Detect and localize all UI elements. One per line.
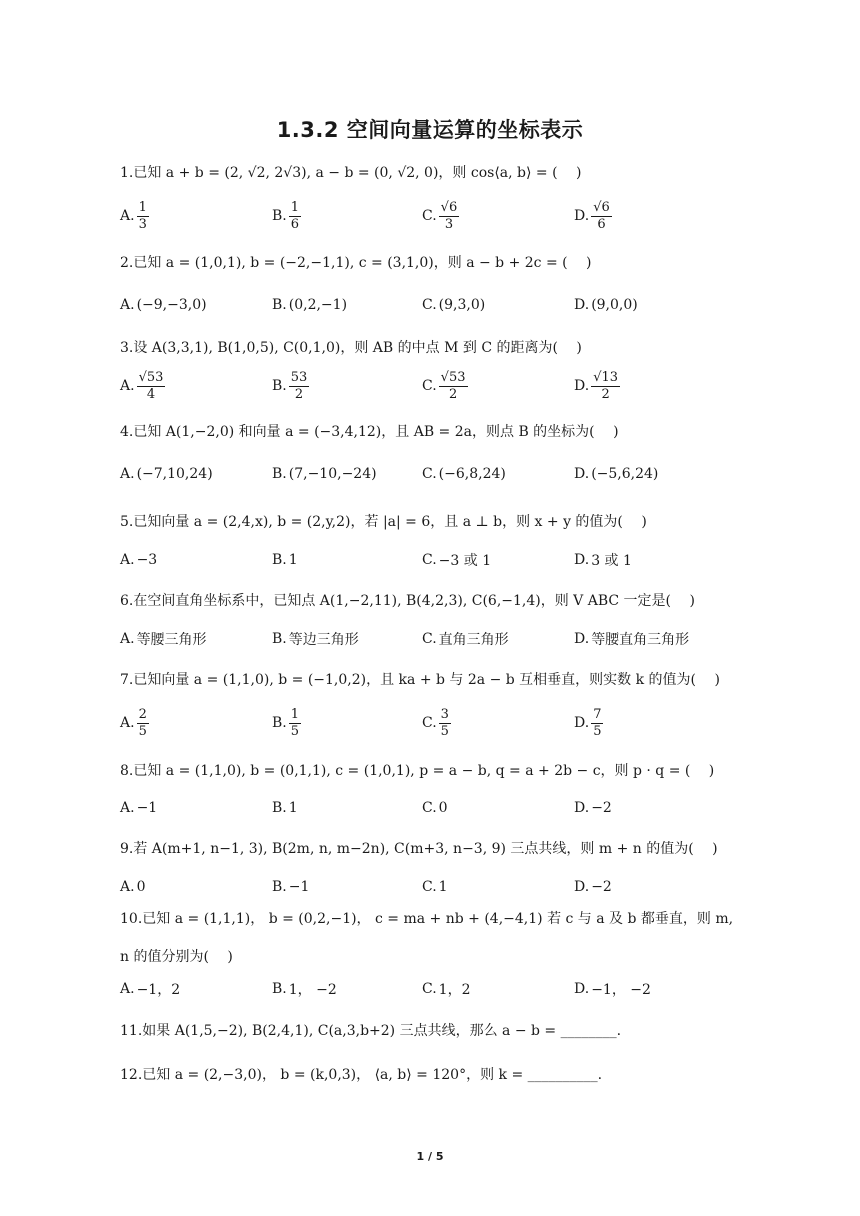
question-11: 11.如果 A(1,5,−2), B(2,4,1), C(a,3,b+2) 三点共线，那么 a − b = ________. (120, 1023, 622, 1039)
option-b: B. 1 (272, 552, 298, 568)
option-b: B. $\frac{1}{5}$ (272, 706, 300, 739)
option-b: B. 1 (272, 800, 298, 816)
option-b: B. 1， −2 (272, 981, 337, 998)
option-c: C. (9,3,0) (422, 297, 486, 313)
option-c: C. 1，2 (422, 981, 471, 998)
option-c: C. 1 (422, 879, 448, 895)
option-d: D. −2 (574, 879, 612, 895)
option-a: A. (−7,10,24) (120, 466, 213, 482)
question-6: 6.在空间直角坐标系中，已知点 A(1,−2,11), B(4,2,3), C(6,−1,4)，则 V ABC 一定是( ) (120, 593, 695, 609)
options-1 (120, 196, 740, 236)
options-8 (120, 788, 740, 828)
option-a: A. (−9,−3,0) (120, 297, 207, 313)
option-d: D. −2 (574, 800, 612, 816)
option-a: A. $\frac{√53}{4}$ (120, 369, 164, 402)
option-d: D. (−5,6,24) (574, 466, 659, 482)
option-c: C. −3 或 1 (422, 552, 492, 569)
option-d: D. 3 或 1 (574, 552, 632, 569)
options-7 (120, 703, 740, 743)
options-10 (120, 969, 740, 1009)
option-b: B. −1 (272, 879, 310, 895)
options-5 (120, 540, 740, 580)
question-7: 7.已知向量 a = (1,1,0), b = (−1,0,2)，且 ka + b 与 2a − b 互相垂直，则实数 k 的值为( ) (120, 672, 720, 688)
option-d: D. −1， −2 (574, 981, 651, 998)
option-d: D. (9,0,0) (574, 297, 638, 313)
option-c: C. (−6,8,24) (422, 466, 506, 482)
question-1: 1.已知 a + b = (2, √2, 2√3), a − b = (0, √2, 0)，则 cos⟨a, b⟩ = ( ) (120, 165, 582, 181)
question-4: 4.已知 A(1,−2,0) 和向量 a = (−3,4,12)，且 AB = 2a，则点 B 的坐标为( ) (120, 424, 619, 440)
option-c: C. $\frac{3}{5}$ (422, 706, 449, 739)
option-d: D. $\frac{√6}{6}$ (574, 199, 610, 232)
question-12: 12.已知 a = (2,−3,0)， b = (k,0,3)， ⟨a, b⟩ = 120°，则 k = __________. (120, 1067, 603, 1083)
question-3: 3.设 A(3,3,1), B(1,0,5), C(0,1,0)，则 AB 的中点 M 到 C 的距离为( ) (120, 340, 582, 356)
option-a: A. $\frac{2}{5}$ (120, 706, 147, 739)
option-c: C. $\frac{√6}{3}$ (422, 199, 458, 232)
option-d: D. 等腰直角三角形 (574, 631, 690, 648)
question-8: 8.已知 a = (1,1,0), b = (0,1,1), c = (1,0,1), p = a − b, q = a + 2b − c，则 p · q = ( ) (120, 763, 715, 779)
option-b: B. 等边三角形 (272, 631, 359, 648)
page-title: 1.3.2 空间向量运算的坐标表示 (276, 118, 584, 142)
option-b: B. (7,−10,−24) (272, 466, 377, 482)
option-a: A. $\frac{1}{3}$ (120, 199, 147, 232)
option-a: A. 0 (120, 879, 146, 895)
options-6 (120, 619, 740, 659)
option-a: A. −3 (120, 552, 158, 568)
options-3 (120, 366, 740, 406)
option-a: A. 等腰三角形 (120, 631, 207, 648)
question-2: 2.已知 a = (1,0,1), b = (−2,−1,1), c = (3,1,0)，则 a − b + 2c = ( ) (120, 255, 592, 271)
option-b: B. (0,2,−1) (272, 297, 348, 313)
option-a: A. −1 (120, 800, 158, 816)
option-d: D. $\frac{√13}{2}$ (574, 369, 619, 402)
option-d: D. $\frac{7}{5}$ (574, 706, 602, 739)
option-c: C. $\frac{√53}{2}$ (422, 369, 466, 402)
question-5: 5.已知向量 a = (2,4,x), b = (2,y,2)，若 |a| = 6，且 a ⊥ b，则 x + y 的值为( ) (120, 514, 647, 530)
options-4 (120, 454, 740, 494)
options-2 (120, 285, 740, 325)
page-number: 1 / 5 (416, 1150, 444, 1163)
option-c: C. 0 (422, 800, 448, 816)
option-c: C. 直角三角形 (422, 631, 509, 648)
question-9: 9.若 A(m+1, n−1, 3), B(2m, n, m−2n), C(m+3, n−3, 9) 三点共线，则 m + n 的值为( ) (120, 841, 718, 857)
option-b: B. $\frac{53}{2}$ (272, 369, 308, 402)
option-a: A. −1，2 (120, 981, 181, 998)
option-b: B. $\frac{1}{6}$ (272, 199, 300, 232)
question-10: 10.已知 a = (1,1,1)， b = (0,2,−1)， c = ma + nb + (4,−4,1) 若 c 与 a 及 b 都垂直，则 m, n 的值分别为( ) (120, 911, 734, 965)
